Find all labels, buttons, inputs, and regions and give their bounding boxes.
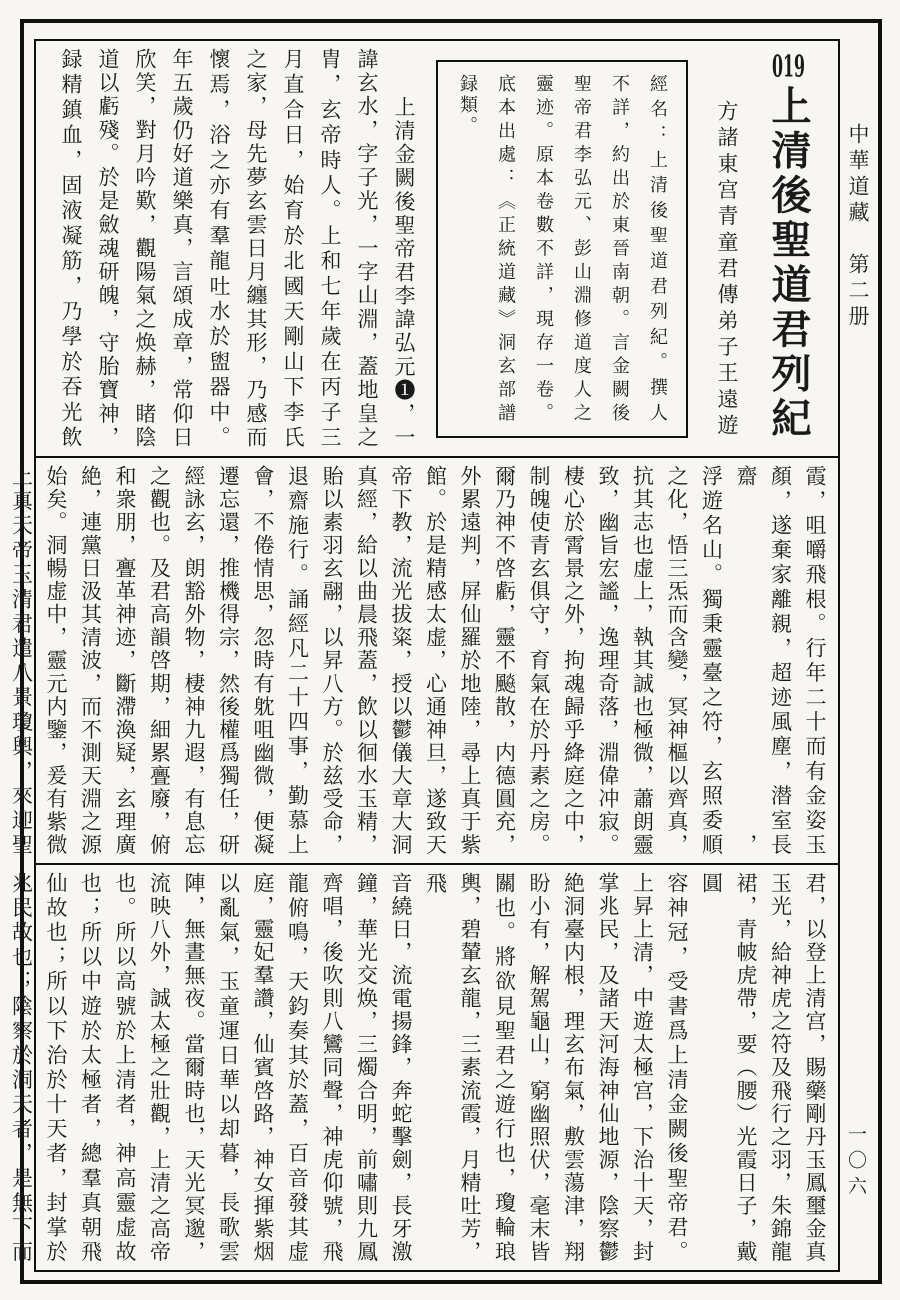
abstract-column: 不詳，約出於東晉南朝。言金闕後 — [609, 74, 630, 424]
band-middle-columns — [9, 458, 838, 863]
band-bottom — [9, 865, 838, 1270]
text-column: 音繞日，流電揚鋒，奔蛇擊劍，長牙激 — [389, 872, 413, 1263]
text-column: 輿，碧輦玄龍，三素流霞，月精吐芳，飛 — [423, 872, 482, 1263]
text-column: 也。所以高號於上清者，神高靈虚故 — [113, 872, 137, 1263]
abstract-column: 録類。 — [457, 74, 478, 137]
text-column: 庭，靈妃羣讚，仙賓啓路，神女揮紫烟 — [251, 872, 275, 1263]
margin-strip — [840, 23, 876, 1280]
content-frame — [9, 39, 840, 1272]
text-column: 經詠玄，朗豁外物，棲神九遐，有息忘 — [182, 465, 206, 856]
text-column: 盼小有，解駕龜山，窮幽照伏，毫末皆 — [527, 872, 551, 1263]
text-column: 月直合日，始育於北國天剛山下李氏 — [281, 48, 305, 449]
abstract-column: 經名：上清後聖道君列紀。撰人 — [647, 74, 668, 424]
text-column: 爾乃神不啓虧，靈不飈散，内德圓充， — [492, 465, 517, 856]
text-column: 關也。將欲見聖君之遊行也，瓊輪琅 — [492, 872, 517, 1263]
text-column: 道以虧殘。於是斂魂研魄，守胎寶神， — [96, 48, 120, 449]
abstract-column: 聖帝君李弘元、彭山淵修道度人之 — [571, 74, 592, 424]
text-column: 鐘，華光交焕，三燭合明，前嘯則九鳳 — [354, 872, 379, 1263]
text-column: 和衆朋，亹革神迹，斷滯渙疑，玄理廣 — [113, 465, 137, 856]
text-column: 裙，青帔虎帶，要（腰）光霞日子，戴圓 — [699, 872, 758, 1263]
band-top-columns — [52, 48, 422, 449]
text-column: 館。於是精感太虚，心通神旦，遂致天 — [423, 465, 448, 856]
work-subtitle: 方諸東宫青童君傳弟子王遠遊 — [715, 100, 739, 437]
text-column: 掌兆民，及諸天河海神仙地源，陰察鬱 — [596, 872, 620, 1263]
text-column: 之化，悟三炁而含變，冥神樞以齊真， — [665, 465, 689, 856]
text-column: 之觀也。及君高韻啓期，細累亹廢，俯 — [147, 465, 172, 856]
text-column: 陣，無晝無夜。當爾時也，天光冥邈， — [182, 872, 206, 1263]
text-column: 浮遊名山。獨秉靈臺之符，玄照委順 — [699, 465, 724, 856]
text-column: 齊唱，後吹則八鸞同聲，神虎仰號，飛 — [320, 872, 344, 1263]
text-column: 會，不倦情思，忽時有躭咀幽微，便凝 — [251, 465, 275, 856]
band-bottom-columns — [9, 865, 838, 1270]
band-top-flow — [36, 41, 838, 456]
text-column: 退齋施行。誦經凡二十四事，勤慕上 — [285, 465, 310, 856]
band-top — [36, 41, 838, 456]
text-column: 懷焉，浴之亦有羣龍吐水於盥器中。 — [207, 48, 231, 449]
text-column: 始矣。洞暢虚中，靈元内鑒，爰有紫微 — [44, 465, 68, 856]
text-column: 棲心於霄景之外，拘魂歸乎絳庭之中， — [561, 465, 586, 856]
text-column: 以亂氣，玉童運日華以却暮，長歌雲 — [216, 872, 241, 1263]
work-title: 上清後聖道君列紀 — [765, 84, 812, 439]
page-number: 一〇六 — [845, 1124, 867, 1202]
title-block — [758, 48, 818, 449]
text-column: 上真天帝玉清君遣八景瓊輿，來迎聖 — [9, 465, 34, 856]
text-column: 流映八外，誠太極之壯觀，上清之高帝 — [147, 872, 172, 1263]
outer-frame — [9, 19, 882, 1284]
abstract-column: 靈迹。原本卷數不詳，現存一卷。 — [533, 74, 554, 424]
text-column: 上清金闕後聖帝君李諱弘元❶，一 — [392, 96, 416, 449]
text-column: 貽以素羽玄翮，以昇八方。於兹受命， — [320, 465, 344, 856]
text-column: 胄，玄帝時人。上和七年歲在丙子三 — [318, 48, 342, 449]
text-column — [0, 872, 4, 1263]
text-column: 致，幽旨宏謐，逸理奇落，淵偉冲寂。 — [596, 465, 620, 856]
text-column: 外累遠判，屏仙羅於地陸，尋上真于紫 — [458, 465, 482, 856]
text-column: 玉光，給神虎之符及飛行之羽，朱錦龍 — [768, 872, 793, 1263]
abstract-columns — [438, 62, 686, 436]
text-column: 制魄使青玄俱守，育氣在於丹素之房。 — [527, 465, 551, 856]
text-column: 抗其志也虚上，執其誠也極微，蕭朗靈 — [630, 465, 655, 856]
text-column: 霞，咀嚼飛根。行年二十而有金姿玉 — [803, 465, 827, 856]
abstract-box — [436, 60, 688, 438]
text-column: 容神冠，受書爲上清金闕後聖帝君。 — [665, 872, 689, 1263]
edition-label: 中華道藏 第二册 — [846, 123, 870, 331]
catalog-number: 019 — [772, 52, 805, 82]
abstract-column: 底本出處：《正統道藏》洞玄部譜 — [495, 74, 516, 424]
text-column: 絶，連黨日汲其清波，而不測天淵之源 — [78, 465, 103, 856]
text-column: 帝下教，流光拔粢，授以鬱儀大章大洞 — [389, 465, 413, 856]
text-column: 年五歲仍好道樂真，言頌成章，常仰日 — [170, 48, 194, 449]
text-column: 遷忘還，推機得宗，然後權爲獨任，研 — [216, 465, 241, 856]
text-column: 仙故也；所以下治於十天者，封掌於 — [44, 872, 68, 1263]
text-column: 諱玄水，字子光，一字山淵，蓋地皇之 — [355, 48, 379, 449]
text-column: 真經，給以曲晨飛蓋，飲以徊水玉精， — [354, 465, 379, 856]
text-column: 兆民故也；陰察於洞天者，是無下而 — [9, 872, 34, 1263]
text-column: 也；所以中遊於太極者，總羣真朝飛 — [78, 872, 103, 1263]
text-column: 絶洞臺内根，理玄布氣，敷雲蕩津，翔 — [561, 872, 586, 1263]
text-column: 龍俯鳴，天鈞奏其於蓋，百音發其虚 — [285, 872, 310, 1263]
text-column: 欣笑，對月吟歎，觀陽氣之焕赫，睹陰 — [133, 48, 157, 449]
text-column: 君，以登上清宫，賜藥剛丹玉鳳璽金真 — [803, 872, 827, 1263]
text-column: 上昇上清，中遊太極宫，下治十天，封 — [630, 872, 655, 1263]
text-column: 顏，遂棄家離親，超迹風塵，潜室長齋， — [734, 465, 793, 856]
text-column: 之家，母先夢玄雲日月纏其形，乃感而 — [244, 48, 268, 449]
text-column: 録精鎮血，固液凝筋，乃學於吞光飲 — [59, 48, 83, 449]
band-middle — [9, 458, 838, 863]
